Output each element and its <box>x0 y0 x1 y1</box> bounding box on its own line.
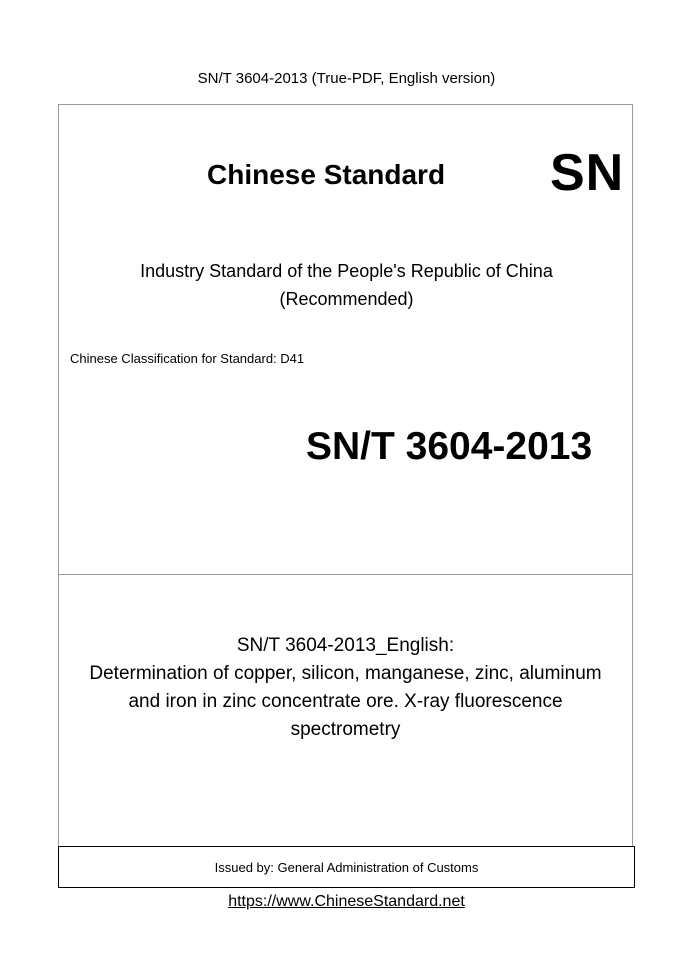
standard-number: SN/T 3604-2013 <box>306 425 593 468</box>
issuer-box <box>58 846 635 888</box>
page-header: SN/T 3604-2013 (True-PDF, English version) <box>197 70 496 87</box>
footer <box>0 893 693 911</box>
doc-title-line-3: and iron in zinc concentrate ore. X-ray fluorescence <box>128 691 563 712</box>
cover-title: Chinese Standard <box>207 159 446 190</box>
subtitle <box>0 257 693 313</box>
classification: Chinese Classification for Standard: D41 <box>70 351 305 366</box>
doc-title-line-2: Determination of copper, silicon, manganese, zinc, aluminum <box>89 663 602 684</box>
title-row <box>0 144 693 203</box>
section-divider <box>58 574 633 575</box>
website-link[interactable]: https://www.ChineseStandard.net <box>228 893 465 910</box>
subtitle-line-2: (Recommended) <box>279 289 414 309</box>
issuer-text: Issued by: General Administration of Customs <box>214 859 479 875</box>
subtitle-line-1: Industry Standard of the People's Republic of China <box>140 261 553 281</box>
doc-title-line-1: SN/T 3604-2013_English: <box>236 635 455 656</box>
doc-title-line-4: spectrometry <box>290 719 401 740</box>
cover-frame <box>58 104 633 886</box>
document-title <box>58 632 633 744</box>
sn-mark: SN <box>550 144 625 202</box>
